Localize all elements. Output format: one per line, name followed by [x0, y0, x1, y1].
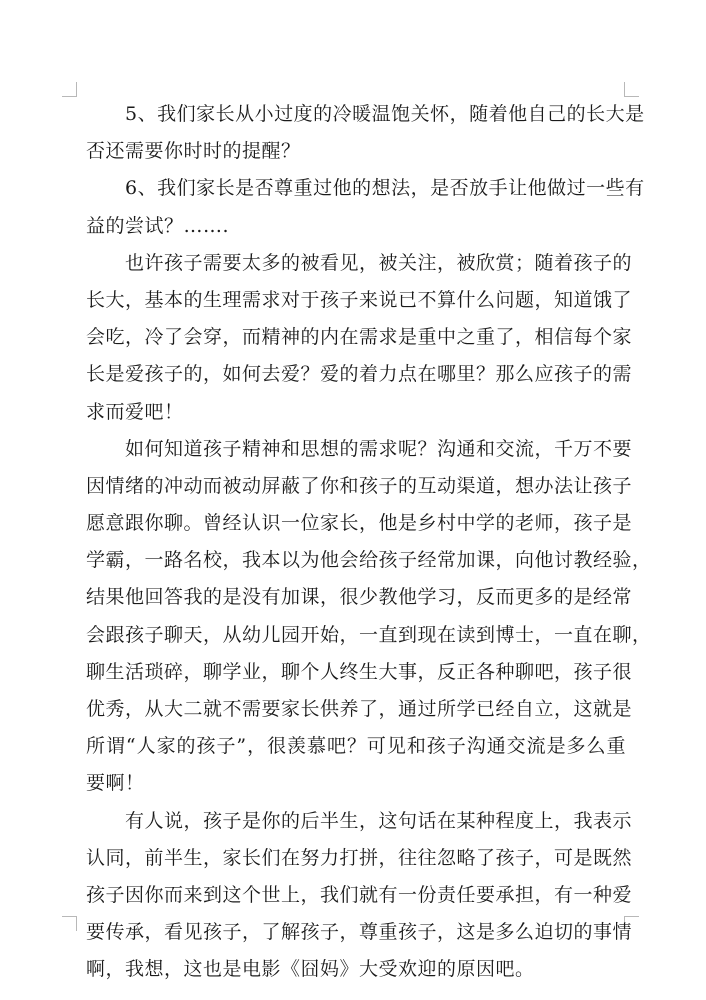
text-line: 孩子因你而来到这个世上，我们就有一份责任要承担，有一种爱 — [86, 883, 633, 906]
text-line: 求而爱吧！ — [86, 400, 184, 423]
crop-mark-top-right — [624, 82, 639, 97]
text-line: 益的尝试？……. — [86, 214, 230, 237]
text-line: 要啊！ — [86, 772, 145, 795]
text-line: 长大，基本的生理需求对于孩子来说已不算什么问题，知道饿了 — [86, 288, 633, 311]
text-line: 有人说，孩子是你的后半生，这句话在某种程度上，我表示 — [86, 809, 633, 832]
text-line: 否还需要你时时的提醒？ — [86, 140, 301, 163]
text-line: 认同，前半生，家长们在努力打拼，往往忽略了孩子，可是既然 — [86, 846, 633, 869]
document-body — [86, 96, 652, 989]
text-line: 也许孩子需要太多的被看见，被关注，被欣赏；随着孩子的 — [86, 251, 633, 274]
crop-mark-bottom-left — [62, 916, 77, 931]
text-line: 会跟孩子聊天，从幼儿园开始，一直到现在读到博士，一直在聊， — [86, 623, 652, 646]
text-line: 6、我们家长是否尊重过他的想法，是否放手让他做过一些有 — [86, 177, 645, 200]
text-line: 如何知道孩子精神和思想的需求呢？沟通和交流，千万不要 — [86, 437, 633, 460]
text-line: 结果他回答我的是没有加课，很少教他学习，反而更多的是经常 — [86, 586, 633, 609]
text-line: 长是爱孩子的，如何去爱？爱的着力点在哪里？那么应孩子的需 — [86, 363, 633, 386]
text-line: 啊，我想，这也是电影《囧妈》大受欢迎的原因吧。 — [86, 958, 535, 981]
text-line: 学霸，一路名校，我本以为他会给孩子经常加课，向他讨教经验， — [86, 549, 652, 572]
text-line: 要传承，看见孩子，了解孩子，尊重孩子，这是多么迫切的事情 — [86, 921, 633, 944]
text-line: 因情绪的冲动而被动屏蔽了你和孩子的互动渠道，想办法让孩子 — [86, 474, 633, 497]
text-line: 所谓“人家的孩子”，很羡慕吧？可见和孩子沟通交流是多么重 — [86, 735, 626, 758]
text-line: 5、我们家长从小过度的冷暖温饱关怀，随着他自己的长大是 — [86, 103, 645, 125]
text-line: 会吃，冷了会穿，而精神的内在需求是重中之重了，相信每个家 — [86, 326, 633, 349]
text-line: 优秀，从大二就不需要家长供养了，通过所学已经自立，这就是 — [86, 698, 633, 720]
text-line: 聊生活琐碎，聊学业，聊个人终生大事，反正各种聊吧，孩子很 — [86, 660, 633, 683]
text-line: 愿意跟你聊。曾经认识一位家长，他是乡村中学的老师，孩子是 — [86, 512, 633, 535]
crop-mark-top-left — [62, 82, 77, 97]
